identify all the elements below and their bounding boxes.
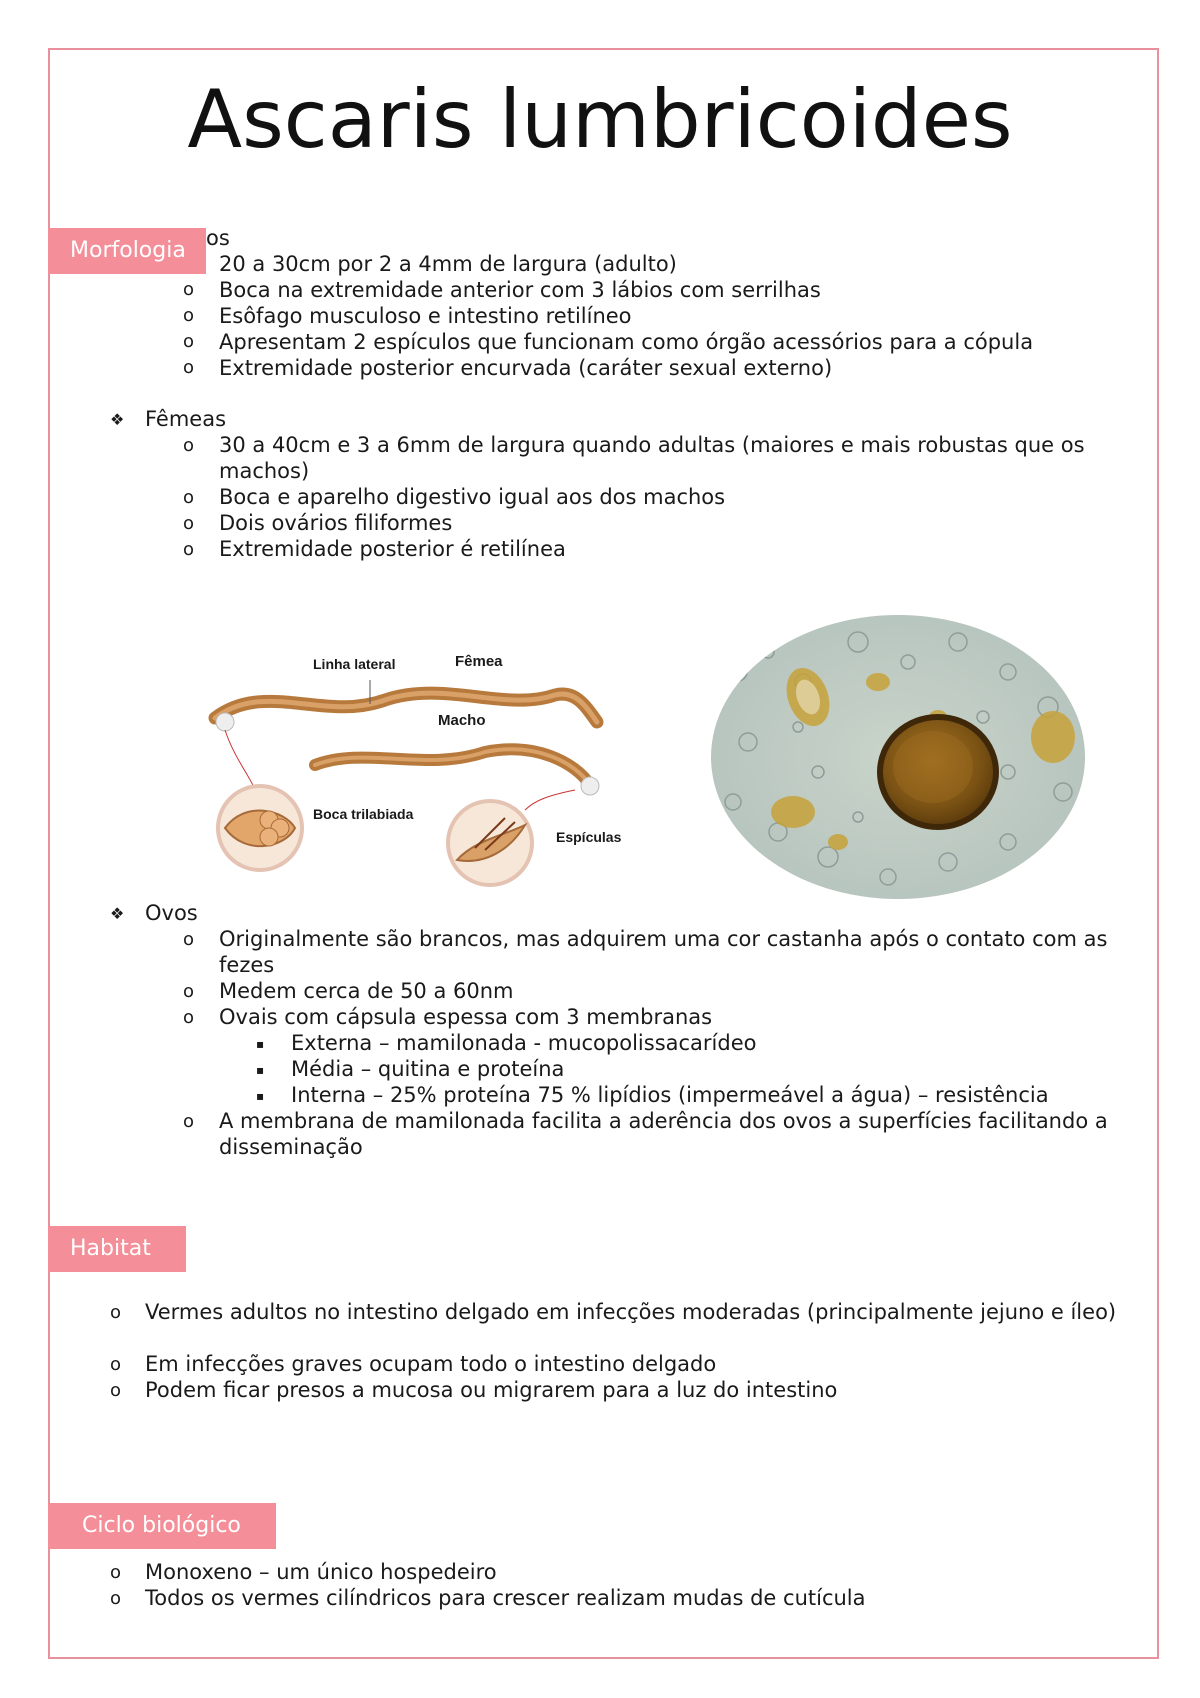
label-macho: Macho bbox=[438, 712, 486, 729]
circle-bullet: o bbox=[183, 929, 195, 950]
section-tag-ciclo-biologico: Ciclo biológico bbox=[48, 1503, 276, 1549]
circle-bullet: o bbox=[183, 539, 195, 560]
label-linha-lateral: Linha lateral bbox=[313, 656, 396, 672]
section-tag-morfologia: Morfologia bbox=[48, 228, 206, 274]
list-item: Medem cerca de 50 a 60nm bbox=[219, 979, 514, 1003]
diamond-bullet-icon: ❖ bbox=[110, 410, 125, 429]
worm-diagram bbox=[205, 650, 625, 900]
circle-bullet: o bbox=[183, 981, 195, 1002]
list-item: Ovais com cápsula espessa com 3 membranas bbox=[219, 1005, 713, 1029]
page-title: Ascaris lumbricoides bbox=[187, 73, 1013, 166]
label-femea: Fêmea bbox=[455, 653, 503, 670]
list-item: Originalmente são brancos, mas adquirem uma cor castanha após o contato com as fezes bbox=[219, 927, 1108, 977]
label-boca-trilabiada: Boca trilabiada bbox=[313, 806, 414, 822]
circle-bullet: o bbox=[110, 1588, 122, 1609]
circle-bullet: o bbox=[183, 279, 195, 300]
circle-bullet: o bbox=[183, 1007, 195, 1028]
list-item: Podem ficar presos a mucosa ou migrarem para a luz do intestino bbox=[145, 1378, 838, 1402]
list-item: 30 a 40cm e 3 a 6mm de largura quando adultas (maiores e mais robustas que os machos) bbox=[219, 433, 1085, 483]
list-item: Monoxeno – um único hospedeiro bbox=[145, 1560, 497, 1584]
circle-bullet: o bbox=[183, 305, 195, 326]
section-tag-habitat: Habitat bbox=[48, 1226, 186, 1272]
circle-bullet: o bbox=[183, 1111, 195, 1132]
list-item: A membrana de mamilonada facilita a aderência dos ovos a superfícies facilitando a disseminação bbox=[219, 1109, 1108, 1159]
label-espiculas: Espículas bbox=[556, 829, 622, 845]
square-bullet: ▪ bbox=[256, 1037, 265, 1051]
list-item: Vermes adultos no intestino delgado em infecções moderadas (principalmente jejuno e íleo) bbox=[145, 1300, 1117, 1324]
list-item: Esôfago musculoso e intestino retilíneo bbox=[219, 304, 632, 328]
circle-bullet: o bbox=[110, 1354, 122, 1375]
circle-bullet: o bbox=[110, 1380, 122, 1401]
list-item: Boca na extremidade anterior com 3 lábios com serrilhas bbox=[219, 278, 821, 302]
list-item: Extremidade posterior encurvada (caráter sexual externo) bbox=[219, 356, 833, 380]
list-item: 20 a 30cm por 2 a 4mm de largura (adulto) bbox=[219, 252, 677, 276]
list-item: Extremidade posterior é retilínea bbox=[219, 537, 566, 561]
list-item: Dois ovários filiformes bbox=[219, 511, 453, 535]
list-item: Todos os vermes cilíndricos para crescer realizam mudas de cutícula bbox=[145, 1586, 866, 1610]
ovos-heading: Ovos bbox=[145, 901, 198, 925]
circle-bullet: o bbox=[183, 357, 195, 378]
circle-bullet: o bbox=[183, 331, 195, 352]
machos-label-tail: os bbox=[206, 226, 230, 250]
circle-bullet: o bbox=[110, 1302, 122, 1323]
list-item: Em infecções graves ocupam todo o intestino delgado bbox=[145, 1352, 717, 1376]
square-bullet: ▪ bbox=[256, 1063, 265, 1077]
circle-bullet: o bbox=[183, 513, 195, 534]
circle-bullet: o bbox=[183, 487, 195, 508]
square-bullet: ▪ bbox=[256, 1089, 265, 1103]
list-item: Apresentam 2 espículos que funcionam como órgão acessórios para a cópula bbox=[219, 330, 1034, 354]
circle-bullet: o bbox=[183, 435, 195, 456]
sub-list-item: Interna – 25% proteína 75 % lipídios (impermeável a água) – resistência bbox=[291, 1083, 1049, 1107]
diamond-bullet-icon: ❖ bbox=[110, 904, 125, 923]
sub-list-item: Média – quitina e proteína bbox=[291, 1057, 565, 1081]
list-item: Boca e aparelho digestivo igual aos dos machos bbox=[219, 485, 726, 509]
sub-list-item: Externa – mamilonada - mucopolissacarídeo bbox=[291, 1031, 757, 1055]
femeas-heading: Fêmeas bbox=[145, 407, 227, 431]
circle-bullet: o bbox=[110, 1562, 122, 1583]
egg-micrograph bbox=[708, 612, 1088, 902]
